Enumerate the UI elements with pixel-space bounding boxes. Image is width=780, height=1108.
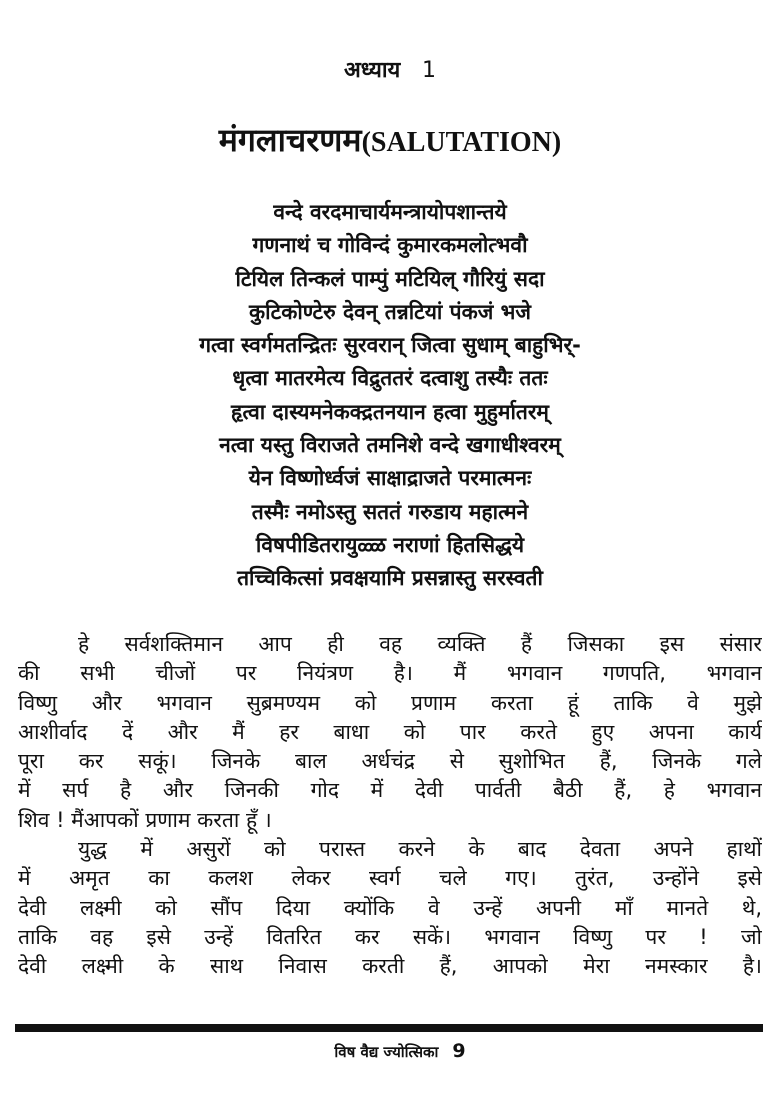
verse-line: गणनाथं च गोविन्दं कुमारकमलोत्भवौ <box>252 233 528 258</box>
verse-line: नत्वा यस्तु विराजते तमनिशे वन्दे खगाधीश्वरम् <box>219 433 561 458</box>
verse-line: गत्वा स्वर्गमतन्द्रितः सुरवरान् जित्वा सुधाम् बाहुभिर्- <box>199 333 581 358</box>
verse-line: विषपीडितरायुळ्ळ नराणां हितसिद्धये <box>255 532 525 557</box>
title-english: (SALUTATION) <box>361 127 562 158</box>
verse-line: हृत्वा दास्यमनेकक्द्रतनयान हत्वा मुहुर्मातरम् <box>230 399 549 424</box>
verse-line: तच्चिकित्सां प्रवक्षयामि प्रसन्नास्तु सरस्वती <box>237 566 543 591</box>
page-number: 9 <box>452 1040 466 1062</box>
paragraph-line: में अमृत का कलश लेकर स्वर्ग चले गए। तुरंत, उन्होंने इसे <box>18 866 762 891</box>
verse-line: वन्दे वरदमाचार्यमन्त्रायोपशान्तये <box>273 200 507 224</box>
title-hindi: मंगलाचरणम <box>218 121 362 159</box>
verse-block <box>0 196 780 596</box>
paragraph-line: में सर्प है और जिनकी गोद में देवी पार्वती बैठी हैं, हे भगवान <box>18 778 762 803</box>
paragraph-line: आशीर्वाद दें और मैं हर बाधा को पार करते हुए अपना कार्य <box>18 719 762 744</box>
chapter-number: 1 <box>421 58 436 83</box>
paragraph-line: ताकि वह इसे उन्हें वितरित कर सकें। भगवान विष्णु पर ! जो <box>18 924 762 949</box>
paragraph-2 <box>18 835 762 981</box>
paragraph-line: पूरा कर सकूं। जिनके बाल अर्धचंद्र से सुशोभित हैं, जिनके गले <box>18 749 762 774</box>
page-title <box>0 118 780 161</box>
verse-line: तस्मैः नमोऽस्तु सततं गरुडाय महात्मने <box>251 499 529 524</box>
paragraph-line: हे सर्वशक्तिमान आप ही वह व्यक्ति हैं जिसका इस संसार <box>78 632 762 656</box>
verse-line: येन विष्णोर्ध्वजं साक्षाद्राजते परमात्मनः <box>248 466 532 491</box>
paragraph-line: देवी लक्ष्मी के साथ निवास करती हैं, आपको मेरा नमस्कार है। <box>18 954 762 979</box>
chapter-label: अध्याय <box>344 58 401 83</box>
paragraph-line: विष्णु और भगवान सुब्रमण्यम को प्रणाम करता हूं ताकि वे मुझे <box>18 690 762 715</box>
paragraph-line: देवी लक्ष्मी को सौंप दिया क्योंकि वे उन्हें अपनी माँ मानते थे, <box>18 895 762 920</box>
verse-line: कुटिकोण्टेरु देवन् तन्नटियां पंकजं भजे <box>249 299 531 324</box>
paragraph-line: की सभी चीजों पर नियंत्रण है। मैं भगवान गणपति, भगवान <box>18 661 762 686</box>
paragraph-1 <box>18 630 762 835</box>
footer-book-title: विष वैद्य ज्योत्सिका <box>334 1043 439 1061</box>
footer-rule <box>15 1024 763 1032</box>
paragraph-line: शिव ! मैंआपकों प्रणाम करता हूँ । <box>18 807 272 832</box>
verse-line: टियिल तिन्कलं पाम्पुं मटियिल् गौरियुं सदा <box>235 266 545 291</box>
paragraph-line: युद्ध में असुरों को परास्त करने के बाद देवता अपने हाथों <box>78 837 762 861</box>
page-footer <box>0 1040 780 1062</box>
verse-line: धृत्वा मातरमेत्य विद्रुततरं दत्वाशु तस्यैः ततः <box>232 366 548 391</box>
chapter-heading <box>0 54 780 84</box>
